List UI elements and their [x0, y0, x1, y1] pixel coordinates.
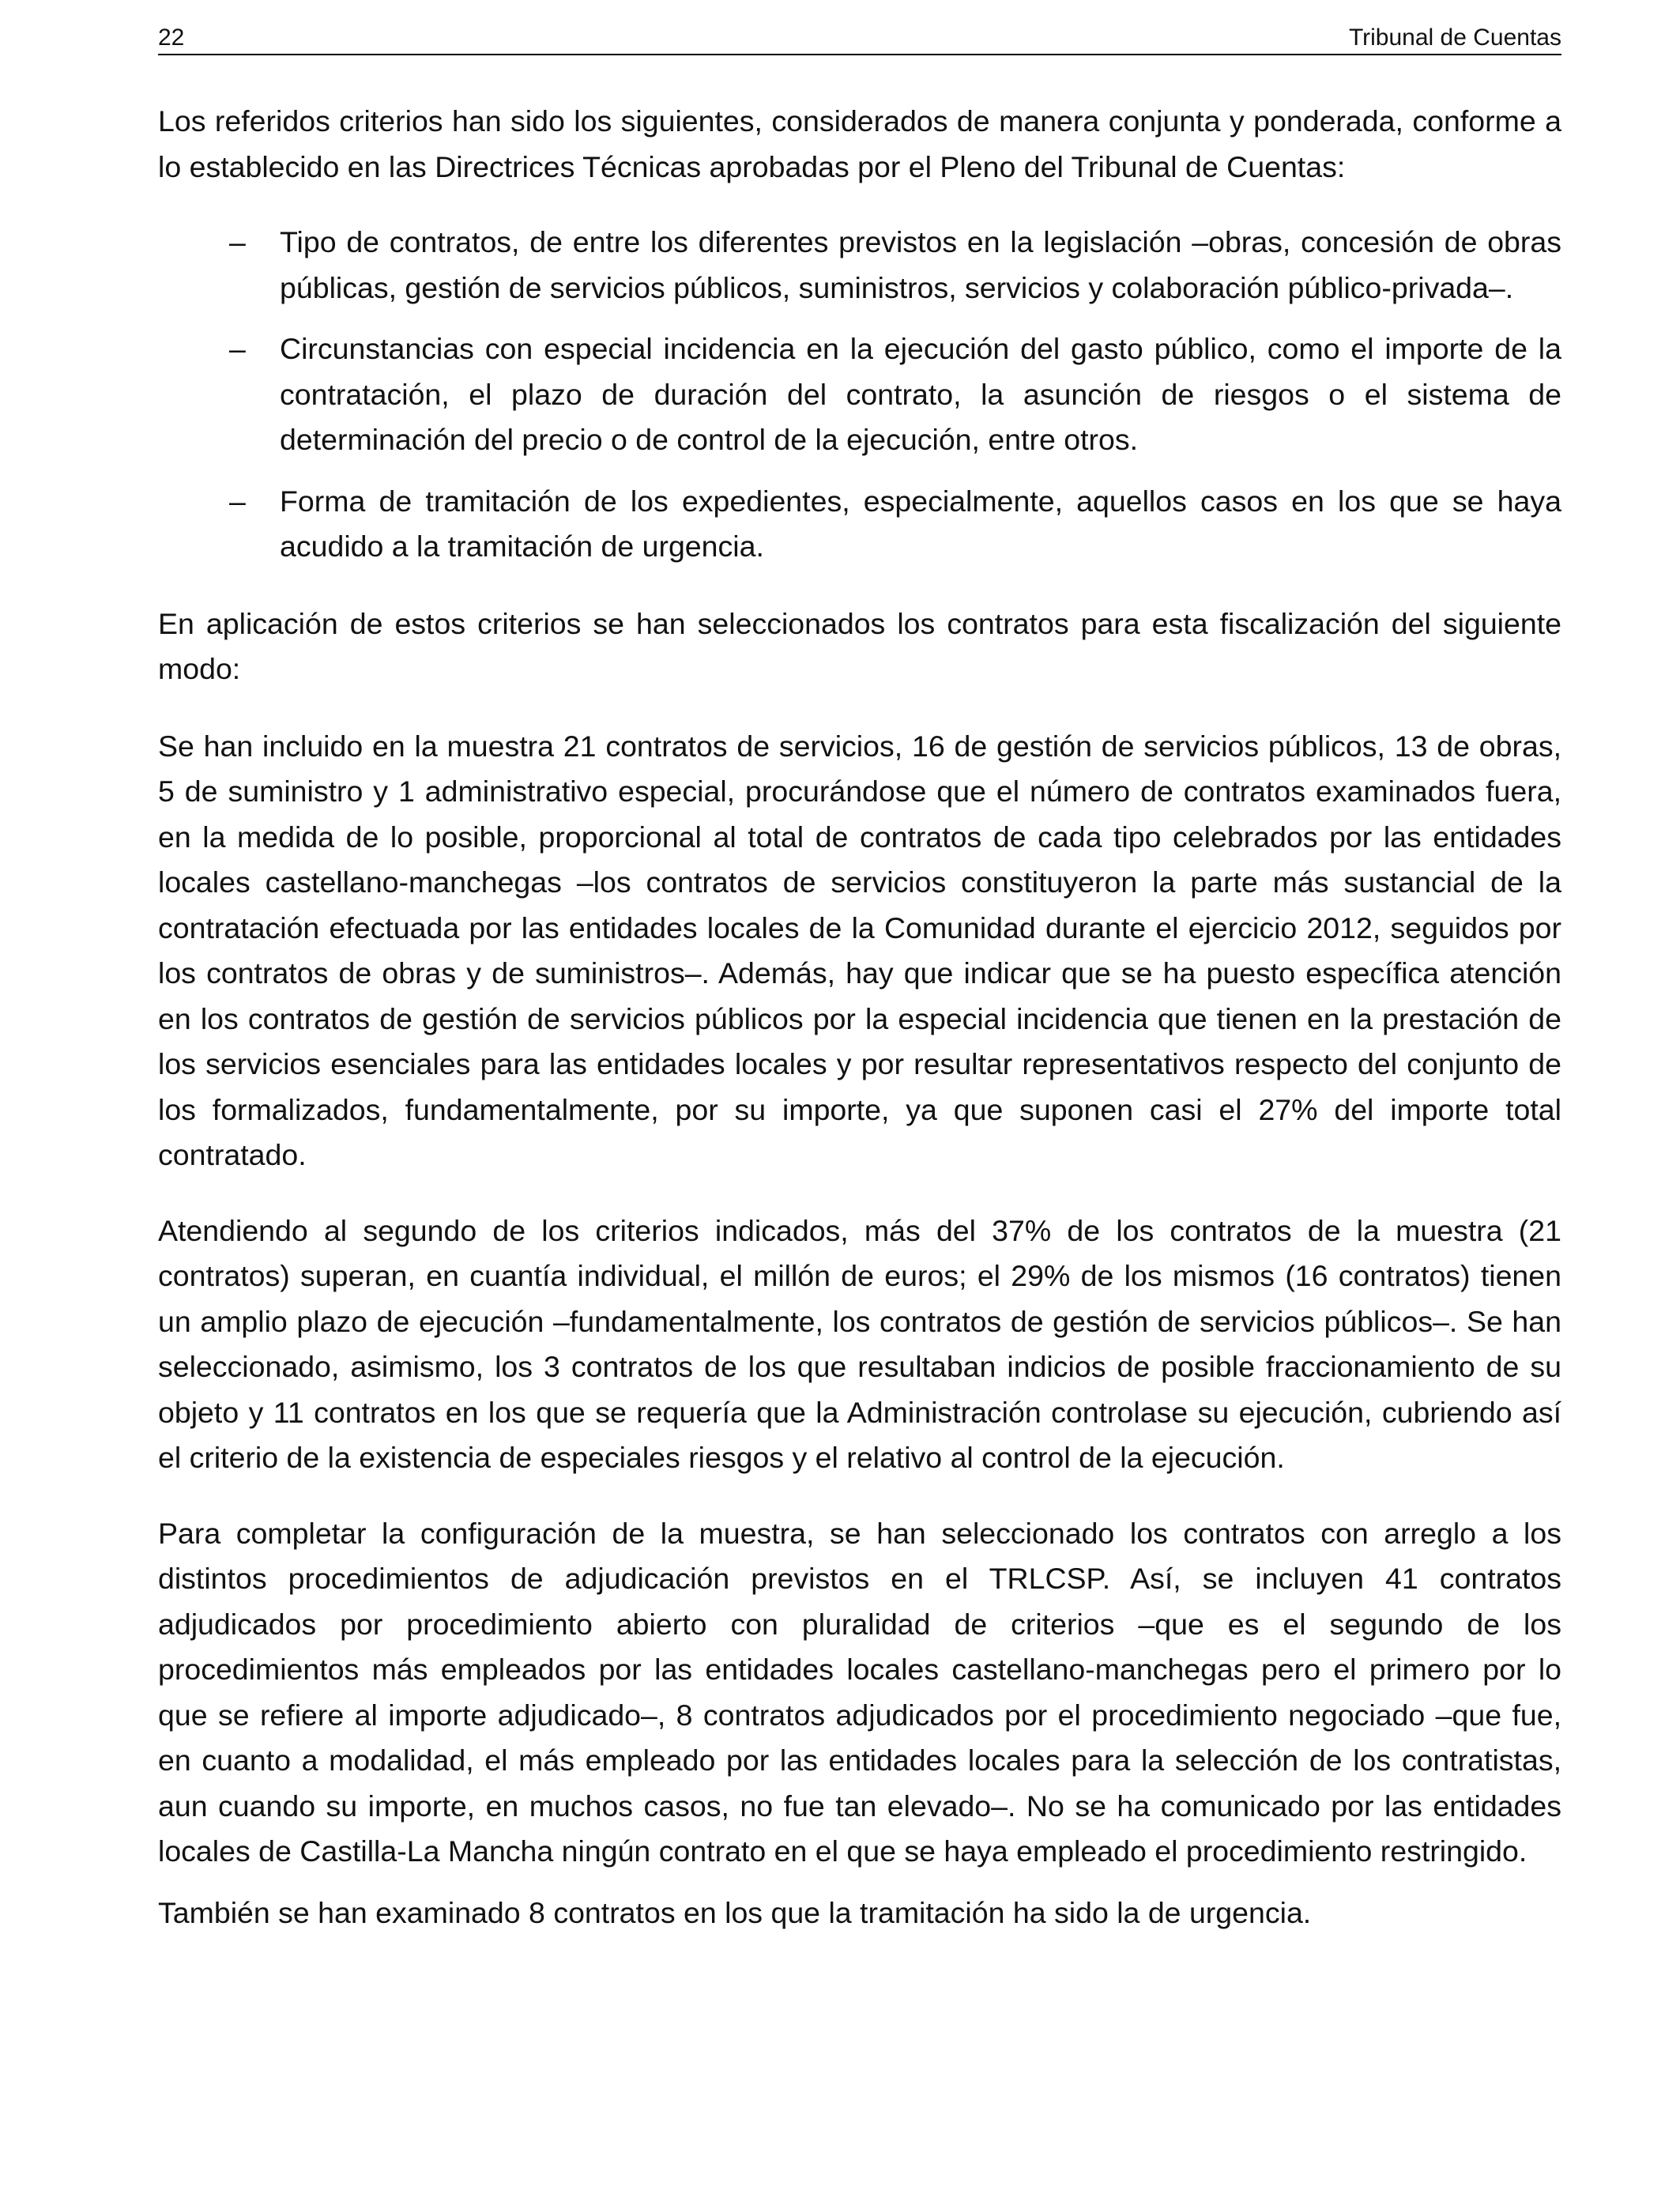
criteria-item-text: Tipo de contratos, de entre los diferentes previstos en la legislación –obras, concesión de obras públicas, gestión de servicios públicos, suministros, servicios y colaboración público-privada–. [280, 225, 1561, 304]
criteria-item-text: Circunstancias con especial incidencia en la ejecución del gasto público, como el importe de la contratación, el plazo de duración del contrato, la asunción de riesgos o el sistema de determinación del precio o de control de la ejecución, entre otros. [280, 332, 1561, 456]
criteria-list [158, 220, 1561, 570]
criteria-item [158, 220, 1561, 311]
page-number: 22 [158, 25, 185, 51]
header-title: Tribunal de Cuentas [1348, 25, 1561, 51]
criteria-item [158, 326, 1561, 463]
criteria-item-text: Forma de tramitación de los expedientes, especialmente, aquellos casos en los que se haya acudido a la tramitación de urgencia. [280, 484, 1561, 563]
dash-bullet: – [229, 225, 246, 258]
dash-bullet: – [229, 484, 246, 518]
page-header [158, 22, 1561, 55]
intro-paragraph: Los referidos criterios han sido los siguientes, considerados de manera conjunta y ponderada, conforme a lo establecido en las Directrices Técnicas aprobadas por el Pleno del Tribunal de Cuentas: [158, 104, 1561, 183]
dash-bullet: – [229, 332, 246, 365]
sample-paragraph: Se han incluido en la muestra 21 contratos de servicios, 16 de gestión de servicios públicos, 13 de obras, 5 de suministro y 1 administrativo especial, procurándose que el número de contratos examinados fuera, en la medida de lo posible, proporcional al total de contratos de cada tipo celebrados por las entidades locales castellano-manchegas –los contratos de servicios constituyeron la parte más sustancial de la contratación efectuada por las entidades locales de la Comunidad durante el ejercicio 2012, seguidos por los contratos de obras y de suministros–. Además, hay que indicar que se ha puesto específica atención en los contratos de gestión de servicios públicos por la especial incidencia que tienen en la prestación de los servicios esenciales para las entidades locales y por resultar representativos respecto del conjunto de los formalizados, fundamentalmente, por su importe, ya que suponen casi el 27% del importe total contratado. [158, 729, 1561, 1171]
second-criteria-paragraph: Atendiendo al segundo de los criterios indicados, más del 37% de los contratos de la muestra (21 contratos) superan, en cuantía individual, el millón de euros; el 29% de los mismos (16 contratos) tienen un amplio plazo de ejecución –fundamentalmente, los contratos de gestión de servicios públicos–. Se han seleccionado, asimismo, los 3 contratos de los que resultaban indicios de posible fraccionamiento de su objeto y 11 contratos en los que se requería que la Administración controlase su ejecución, cubriendo así el criterio de la existencia de especiales riesgos y el relativo al control de la ejecución. [158, 1213, 1561, 1474]
procedures-paragraph: Para completar la configuración de la muestra, se han seleccionado los contratos con arreglo a los distintos procedimientos de adjudicación previstos en el TRLCSP. Así, se incluyen 41 contratos adjudicados por procedimiento abierto con pluralidad de criterios –que es el segundo de los procedimientos más empleados por las entidades locales castellano-manchegas pero el primero por lo que se refiere al importe adjudicado–, 8 contratos adjudicados por el procedimiento negociado –que fue, en cuanto a modalidad, el más empleado por las entidades locales para la selección de los contratistas, aun cuando su importe, en muchos casos, no fue tan elevado–. No se ha comunicado por las entidades locales de Castilla-La Mancha ningún contrato en el que se haya empleado el procedimiento restringido. [158, 1516, 1561, 1868]
document-body [158, 99, 1561, 1936]
application-paragraph: En aplicación de estos criterios se han seleccionados los contratos para esta fiscalización del siguiente modo: [158, 606, 1561, 685]
criteria-item [158, 479, 1561, 570]
urgency-paragraph: También se han examinado 8 contratos en los que la tramitación ha sido la de urgencia. [158, 1895, 1312, 1929]
